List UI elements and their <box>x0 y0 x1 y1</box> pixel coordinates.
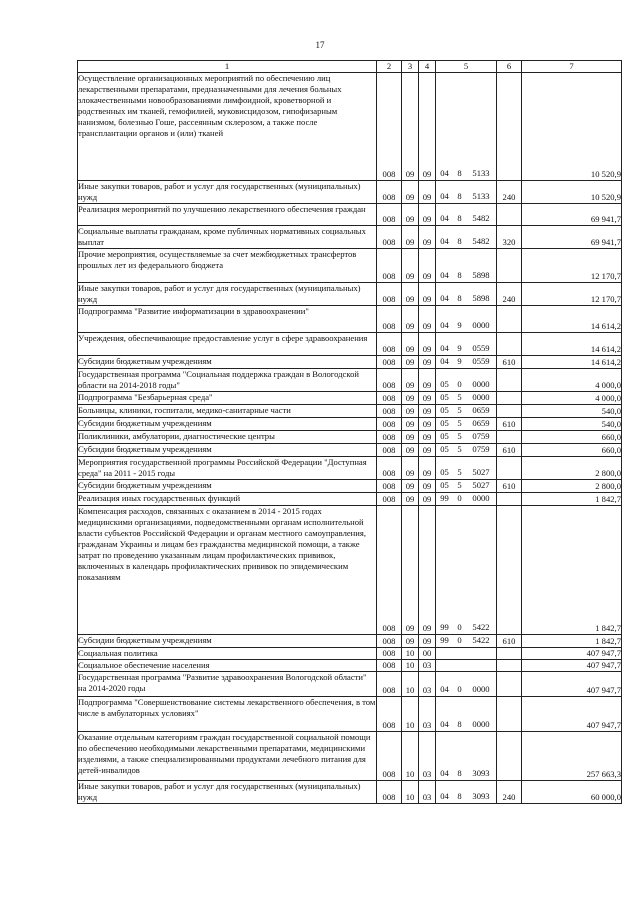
amount: 1 842,7 <box>522 506 622 635</box>
code-expense-type <box>497 249 522 283</box>
code-subsection: 09 <box>419 431 436 444</box>
table-row <box>78 418 622 431</box>
amount: 4 000,0 <box>522 369 622 392</box>
code-target <box>436 226 497 249</box>
target-program: 04 <box>440 719 449 729</box>
code-section: 09 <box>402 431 419 444</box>
code-target <box>436 306 497 333</box>
amount: 540,0 <box>522 405 622 418</box>
amount: 69 941,7 <box>522 204 622 226</box>
code-subsection: 09 <box>419 493 436 506</box>
code-subsection: 09 <box>419 181 436 204</box>
code-section: 09 <box>402 635 419 648</box>
row-name: Поликлиники, амбулатории, диагностические центры <box>78 431 377 444</box>
code-subsection: 09 <box>419 444 436 457</box>
amount: 12 170,7 <box>522 283 622 306</box>
row-name: Государственная программа "Социальная поддержка граждан в Вологодской области на 2014-2018 годы" <box>78 369 377 392</box>
row-name: Мероприятия государственной программы Российской Федерации "Доступная среда" на 2011 - 2015 годы <box>78 457 377 480</box>
target-direction: 5422 <box>472 622 490 632</box>
code-section: 09 <box>402 418 419 431</box>
target-program: 04 <box>440 236 449 246</box>
header-cell: 3 <box>402 61 419 73</box>
code-expense-type <box>497 431 522 444</box>
code-target <box>436 333 497 356</box>
target-direction: 0000 <box>472 392 490 402</box>
target-program: 04 <box>440 768 449 778</box>
amount: 69 941,7 <box>522 226 622 249</box>
code-subsection: 09 <box>419 635 436 648</box>
target-direction: 0659 <box>472 405 490 415</box>
code-target <box>436 781 497 804</box>
amount: 1 842,7 <box>522 635 622 648</box>
code-target <box>436 732 497 781</box>
code-section: 10 <box>402 732 419 781</box>
target-program: 05 <box>440 405 449 415</box>
code-ministry: 008 <box>377 781 402 804</box>
amount: 407 947,7 <box>522 648 622 660</box>
table-row <box>78 181 622 204</box>
table-row <box>78 73 622 181</box>
target-program: 04 <box>440 270 449 280</box>
table-row <box>78 444 622 457</box>
code-subsection: 09 <box>419 333 436 356</box>
target-direction: 5133 <box>472 168 490 178</box>
code-target <box>436 480 497 493</box>
target-program: 05 <box>440 379 449 389</box>
code-target <box>436 204 497 226</box>
code-expense-type <box>497 405 522 418</box>
target-direction: 5898 <box>472 293 490 303</box>
target-direction: 0559 <box>472 356 490 366</box>
table-row <box>78 781 622 804</box>
code-section: 09 <box>402 333 419 356</box>
table-row <box>78 648 622 660</box>
code-section: 09 <box>402 369 419 392</box>
amount: 10 520,9 <box>522 181 622 204</box>
code-ministry: 008 <box>377 697 402 732</box>
code-section: 09 <box>402 204 419 226</box>
amount: 14 614,2 <box>522 306 622 333</box>
amount: 407 947,7 <box>522 697 622 732</box>
target-subprogram: 0 <box>457 379 462 389</box>
code-target <box>436 672 497 697</box>
code-expense-type <box>497 672 522 697</box>
target-program: 04 <box>440 168 449 178</box>
table-row <box>78 480 622 493</box>
code-target <box>436 73 497 181</box>
target-direction: 0559 <box>472 343 490 353</box>
table-row <box>78 672 622 697</box>
target-direction: 5898 <box>472 270 490 280</box>
code-expense-type: 610 <box>497 480 522 493</box>
target-program: 99 <box>440 622 449 632</box>
code-subsection: 09 <box>419 405 436 418</box>
target-program: 05 <box>440 392 449 402</box>
table-row <box>78 732 622 781</box>
code-subsection: 09 <box>419 506 436 635</box>
code-ministry: 008 <box>377 306 402 333</box>
row-name: Социальное обеспечение населения <box>78 660 377 672</box>
table-row <box>78 457 622 480</box>
code-section: 10 <box>402 697 419 732</box>
code-ministry: 008 <box>377 732 402 781</box>
code-ministry: 008 <box>377 418 402 431</box>
code-expense-type <box>497 73 522 181</box>
row-name: Прочие мероприятия, осуществляемые за счет межбюджетных трансфертов прошлых лет из федерального бюджета <box>78 249 377 283</box>
target-subprogram: 9 <box>457 320 462 330</box>
code-expense-type <box>497 204 522 226</box>
header-cell: 7 <box>522 61 622 73</box>
code-target <box>436 392 497 405</box>
row-name: Реализация мероприятий по улучшению лекарственного обеспечения граждан <box>78 204 377 226</box>
table-row <box>78 249 622 283</box>
header-row <box>78 61 622 73</box>
code-expense-type: 610 <box>497 444 522 457</box>
table-row <box>78 356 622 369</box>
code-ministry: 008 <box>377 648 402 660</box>
target-direction: 0759 <box>472 444 490 454</box>
code-section: 09 <box>402 249 419 283</box>
target-program: 05 <box>440 444 449 454</box>
table-row <box>78 283 622 306</box>
target-program: 05 <box>440 418 449 428</box>
code-subsection: 09 <box>419 204 436 226</box>
code-ministry: 008 <box>377 369 402 392</box>
code-section: 09 <box>402 457 419 480</box>
amount: 1 842,7 <box>522 493 622 506</box>
target-subprogram: 5 <box>457 480 462 490</box>
row-name: Подпрограмма "Совершенствование системы лекарственного обеспечения, в том числе в амбулаторных условиях" <box>78 697 377 732</box>
code-expense-type <box>497 457 522 480</box>
amount: 2 800,0 <box>522 480 622 493</box>
code-target <box>436 660 497 672</box>
amount: 12 170,7 <box>522 249 622 283</box>
table-row <box>78 392 622 405</box>
code-ministry: 008 <box>377 405 402 418</box>
code-subsection: 03 <box>419 672 436 697</box>
target-direction: 3093 <box>472 768 490 778</box>
code-subsection: 09 <box>419 226 436 249</box>
code-target <box>436 444 497 457</box>
code-target <box>436 369 497 392</box>
table-row <box>78 506 622 635</box>
target-direction: 5027 <box>472 480 490 490</box>
amount: 660,0 <box>522 444 622 457</box>
target-program: 05 <box>440 480 449 490</box>
code-section: 10 <box>402 660 419 672</box>
code-section: 09 <box>402 283 419 306</box>
target-subprogram: 0 <box>457 684 462 694</box>
amount: 4 000,0 <box>522 392 622 405</box>
target-program: 99 <box>440 635 449 645</box>
code-section: 10 <box>402 781 419 804</box>
amount: 10 520,9 <box>522 73 622 181</box>
target-subprogram: 8 <box>457 768 462 778</box>
code-expense-type: 240 <box>497 283 522 306</box>
code-expense-type <box>497 660 522 672</box>
code-subsection: 09 <box>419 249 436 283</box>
code-subsection: 03 <box>419 732 436 781</box>
code-subsection: 09 <box>419 418 436 431</box>
target-program: 04 <box>440 213 449 223</box>
target-direction: 0000 <box>472 719 490 729</box>
target-subprogram: 9 <box>457 356 462 366</box>
code-target <box>436 506 497 635</box>
target-program: 99 <box>440 493 449 503</box>
target-direction: 5027 <box>472 467 490 477</box>
target-subprogram: 9 <box>457 343 462 353</box>
target-subprogram: 5 <box>457 405 462 415</box>
row-name: Иные закупки товаров, работ и услуг для государственных (муниципальных) нужд <box>78 181 377 204</box>
target-subprogram: 5 <box>457 431 462 441</box>
target-subprogram: 8 <box>457 236 462 246</box>
code-section: 09 <box>402 493 419 506</box>
code-target <box>436 493 497 506</box>
amount: 407 947,7 <box>522 672 622 697</box>
header-cell: 4 <box>419 61 436 73</box>
amount: 257 663,3 <box>522 732 622 781</box>
amount: 540,0 <box>522 418 622 431</box>
row-name: Подпрограмма "Безбарьерная среда" <box>78 392 377 405</box>
amount: 2 800,0 <box>522 457 622 480</box>
row-name: Учреждения, обеспечивающие предоставление услуг в сфере здравоохранения <box>78 333 377 356</box>
code-expense-type <box>497 333 522 356</box>
row-name: Подпрограмма "Развитие информатизации в здравоохранении" <box>78 306 377 333</box>
code-target <box>436 405 497 418</box>
row-name: Иные закупки товаров, работ и услуг для государственных (муниципальных) нужд <box>78 283 377 306</box>
row-name: Социальные выплаты гражданам, кроме публичных нормативных социальных выплат <box>78 226 377 249</box>
target-program: 04 <box>440 791 449 801</box>
code-target <box>436 697 497 732</box>
code-ministry: 008 <box>377 431 402 444</box>
code-subsection: 09 <box>419 283 436 306</box>
target-subprogram: 5 <box>457 467 462 477</box>
row-name: Иные закупки товаров, работ и услуг для государственных (муниципальных) нужд <box>78 781 377 804</box>
code-ministry: 008 <box>377 660 402 672</box>
table-row <box>78 369 622 392</box>
target-subprogram: 8 <box>457 213 462 223</box>
target-subprogram: 0 <box>457 622 462 632</box>
code-ministry: 008 <box>377 181 402 204</box>
code-target <box>436 648 497 660</box>
code-section: 09 <box>402 306 419 333</box>
amount: 660,0 <box>522 431 622 444</box>
code-target <box>436 418 497 431</box>
code-section: 10 <box>402 648 419 660</box>
code-target <box>436 249 497 283</box>
code-target <box>436 431 497 444</box>
code-expense-type: 320 <box>497 226 522 249</box>
target-direction: 0000 <box>472 320 490 330</box>
code-expense-type <box>497 306 522 333</box>
code-expense-type <box>497 732 522 781</box>
target-subprogram: 8 <box>457 168 462 178</box>
row-name: Реализация иных государственных функций <box>78 493 377 506</box>
code-target <box>436 356 497 369</box>
target-subprogram: 8 <box>457 791 462 801</box>
row-name: Осуществление организационных мероприятий по обеспечению лиц лекарственными препаратами, предназначенными для лечения больных злокачественными новообразованиями лимфоидной, кроветворной и родственных им тканей, гемофилией, муковисцидозом, гипофизарным нанизмом, болезнью Гоше, рассеянным склерозом, а также после трансплантации органов и (или) тканей <box>78 73 377 181</box>
code-ministry: 008 <box>377 73 402 181</box>
row-name: Субсидии бюджетным учреждениям <box>78 480 377 493</box>
target-subprogram: 8 <box>457 719 462 729</box>
table-row <box>78 635 622 648</box>
code-ministry: 008 <box>377 249 402 283</box>
code-section: 09 <box>402 356 419 369</box>
amount: 14 614,2 <box>522 333 622 356</box>
code-section: 09 <box>402 444 419 457</box>
code-subsection: 09 <box>419 356 436 369</box>
target-direction: 0659 <box>472 418 490 428</box>
code-ministry: 008 <box>377 356 402 369</box>
code-subsection: 09 <box>419 457 436 480</box>
target-program: 04 <box>440 343 449 353</box>
code-ministry: 008 <box>377 444 402 457</box>
target-subprogram: 5 <box>457 392 462 402</box>
table-row <box>78 697 622 732</box>
table-row <box>78 405 622 418</box>
header-cell: 6 <box>497 61 522 73</box>
code-subsection: 00 <box>419 648 436 660</box>
table-row <box>78 493 622 506</box>
target-subprogram: 0 <box>457 493 462 503</box>
table-row <box>78 431 622 444</box>
target-direction: 5482 <box>472 236 490 246</box>
code-expense-type: 240 <box>497 181 522 204</box>
code-subsection: 09 <box>419 480 436 493</box>
code-expense-type: 240 <box>497 781 522 804</box>
target-direction: 0000 <box>472 684 490 694</box>
target-direction: 0000 <box>472 379 490 389</box>
target-direction: 0000 <box>472 493 490 503</box>
code-target <box>436 635 497 648</box>
table-row <box>78 333 622 356</box>
header-cell: 5 <box>436 61 497 73</box>
target-subprogram: 8 <box>457 191 462 201</box>
code-target <box>436 181 497 204</box>
code-ministry: 008 <box>377 493 402 506</box>
code-target <box>436 457 497 480</box>
row-name: Социальная политика <box>78 648 377 660</box>
target-subprogram: 5 <box>457 418 462 428</box>
target-program: 04 <box>440 320 449 330</box>
target-direction: 0759 <box>472 431 490 441</box>
target-program: 04 <box>440 356 449 366</box>
code-ministry: 008 <box>377 506 402 635</box>
page-number: 17 <box>315 40 325 50</box>
code-ministry: 008 <box>377 392 402 405</box>
target-program: 05 <box>440 467 449 477</box>
code-ministry: 008 <box>377 204 402 226</box>
code-section: 09 <box>402 405 419 418</box>
header-cell: 1 <box>78 61 377 73</box>
code-expense-type <box>497 392 522 405</box>
code-expense-type: 610 <box>497 356 522 369</box>
code-subsection: 03 <box>419 660 436 672</box>
table-row <box>78 226 622 249</box>
target-direction: 5482 <box>472 213 490 223</box>
code-section: 09 <box>402 506 419 635</box>
target-subprogram: 0 <box>457 635 462 645</box>
target-subprogram: 8 <box>457 270 462 280</box>
row-name: Оказание отдельным категориям граждан государственной социальной помощи по обеспечению необходимыми лекарственными препаратами, медицинскими изделиями, а также специализированными продуктами лечебного питания для детей-инвалидов <box>78 732 377 781</box>
target-subprogram: 5 <box>457 444 462 454</box>
table-row <box>78 204 622 226</box>
target-direction: 3093 <box>472 791 490 801</box>
code-expense-type <box>497 648 522 660</box>
amount: 407 947,7 <box>522 660 622 672</box>
code-expense-type <box>497 493 522 506</box>
amount: 60 000,0 <box>522 781 622 804</box>
code-section: 09 <box>402 181 419 204</box>
code-expense-type <box>497 506 522 635</box>
table-row <box>78 306 622 333</box>
code-section: 09 <box>402 480 419 493</box>
table-row <box>78 660 622 672</box>
target-program: 04 <box>440 293 449 303</box>
code-target <box>436 283 497 306</box>
code-subsection: 09 <box>419 73 436 181</box>
row-name: Государственная программа "Развитие здравоохранения Вологодской области" на 2014-2020 годы <box>78 672 377 697</box>
code-section: 09 <box>402 392 419 405</box>
code-expense-type <box>497 369 522 392</box>
code-subsection: 03 <box>419 781 436 804</box>
code-subsection: 03 <box>419 697 436 732</box>
code-section: 09 <box>402 226 419 249</box>
target-program: 05 <box>440 431 449 441</box>
code-ministry: 008 <box>377 672 402 697</box>
code-ministry: 008 <box>377 226 402 249</box>
row-name: Больницы, клиники, госпитали, медико-санитарные части <box>78 405 377 418</box>
row-name: Компенсация расходов, связанных с оказанием в 2014 - 2015 годах медицинскими организациями, подведомственными органам исполнительной власти субъектов Российской Федерации и органам местного самоуправления, гражданам Украины и лицам без гражданства медицинской помощи, а также затрат по проведению указанным лицам профилактических прививок, включенных в календарь профилактических прививок по эпидемическим показаниям <box>78 506 377 635</box>
code-expense-type <box>497 697 522 732</box>
row-name: Субсидии бюджетным учреждениям <box>78 356 377 369</box>
row-name: Субсидии бюджетным учреждениям <box>78 418 377 431</box>
row-name: Субсидии бюджетным учреждениям <box>78 635 377 648</box>
target-direction: 5422 <box>472 635 490 645</box>
code-ministry: 008 <box>377 457 402 480</box>
budget-table <box>77 60 622 804</box>
code-subsection: 09 <box>419 306 436 333</box>
target-program: 04 <box>440 191 449 201</box>
code-section: 09 <box>402 73 419 181</box>
code-expense-type: 610 <box>497 418 522 431</box>
code-ministry: 008 <box>377 635 402 648</box>
code-expense-type: 610 <box>497 635 522 648</box>
code-ministry: 008 <box>377 283 402 306</box>
header-cell: 2 <box>377 61 402 73</box>
code-subsection: 09 <box>419 392 436 405</box>
target-subprogram: 8 <box>457 293 462 303</box>
code-section: 10 <box>402 672 419 697</box>
row-name: Субсидии бюджетным учреждениям <box>78 444 377 457</box>
target-program: 04 <box>440 684 449 694</box>
code-ministry: 008 <box>377 333 402 356</box>
target-direction: 5133 <box>472 191 490 201</box>
amount: 14 614,2 <box>522 356 622 369</box>
code-ministry: 008 <box>377 480 402 493</box>
code-subsection: 09 <box>419 369 436 392</box>
